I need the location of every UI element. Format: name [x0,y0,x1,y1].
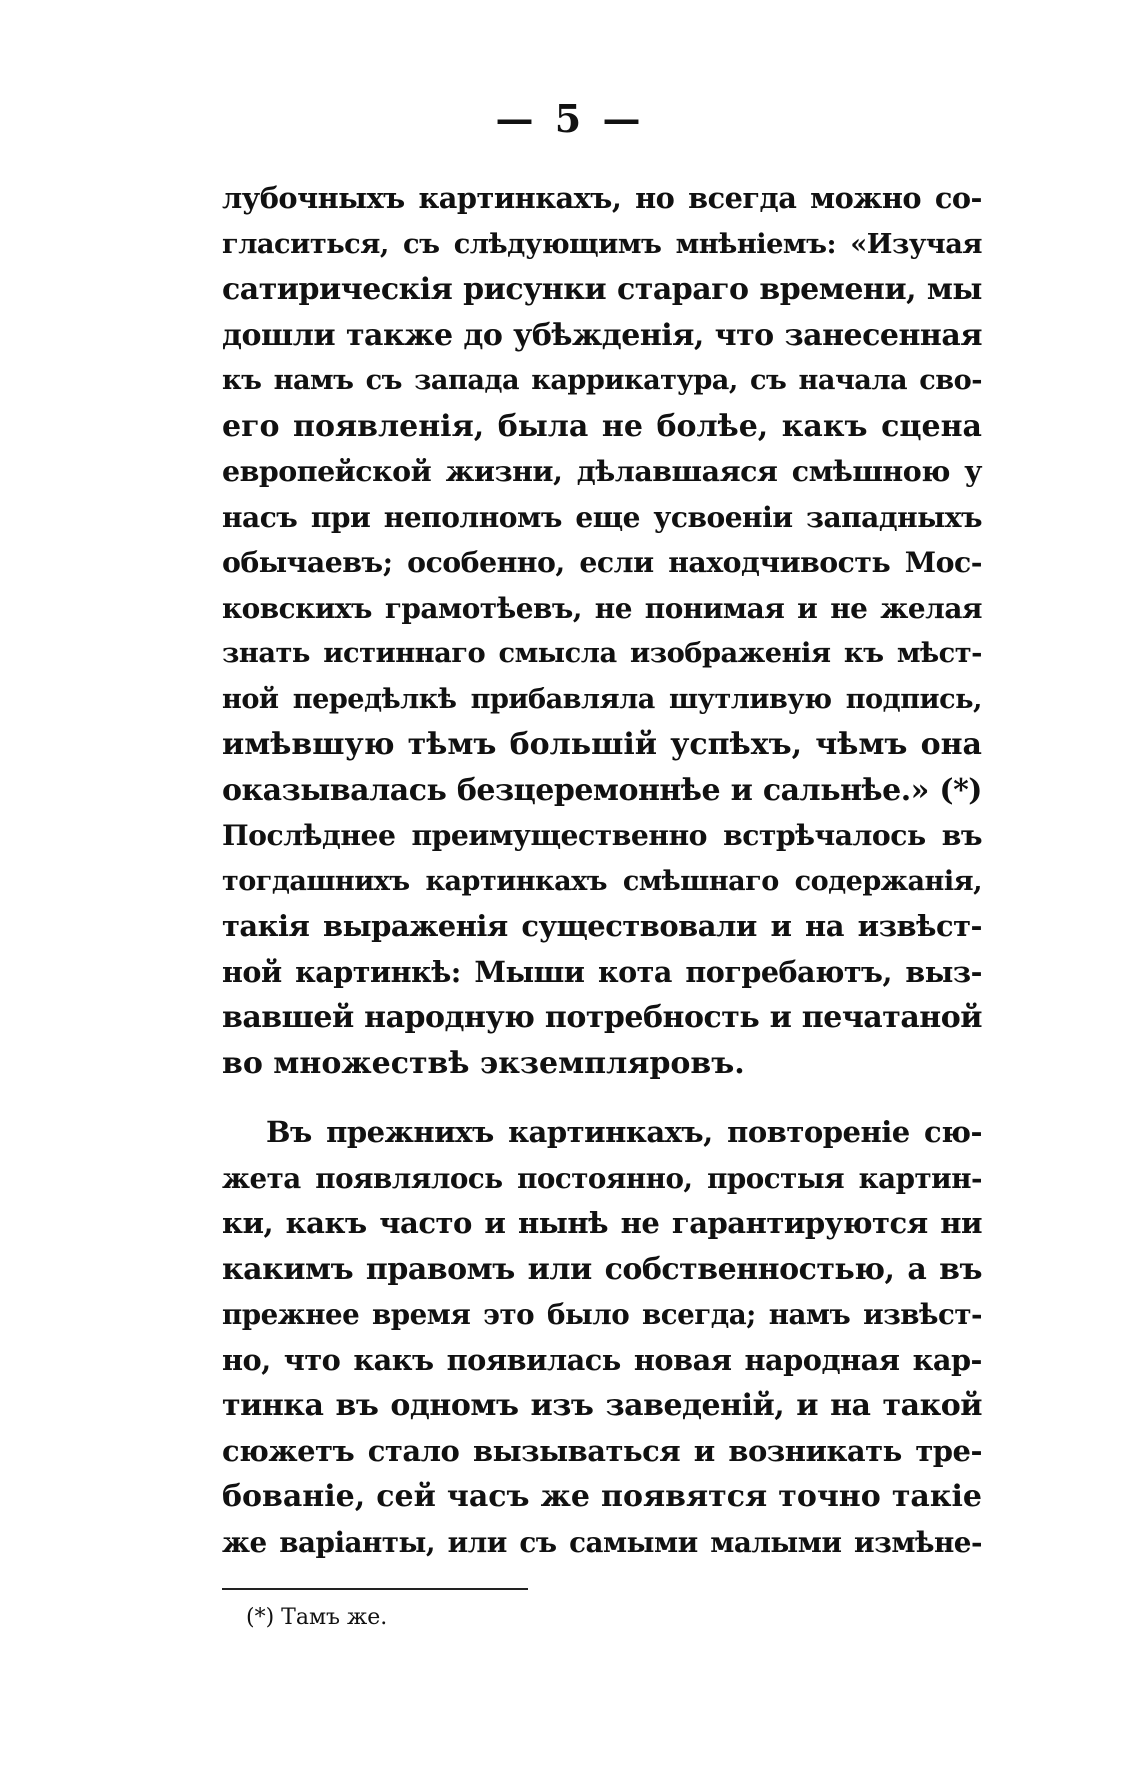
text-line: дошли также до убѣжденія, что занесенная [222,317,982,353]
text-line: вавшей народную потребность и печатаной [222,1000,982,1035]
text-line: ковскихъ грамотѣевъ, не понимая и не желая [222,591,982,625]
text-line: къ намъ съ запада каррикатура, съ начала сво- [222,365,982,396]
text-line: его появленія, была не болѣе, какъ сцена [222,408,982,444]
text-line: какимъ правомъ или собственностью, а въ [222,1251,982,1287]
text-line: ной картинкѣ: Мыши кота погребаютъ, выз- [222,954,982,989]
text-line: гласиться, съ слѣдующимъ мнѣніемъ: «Изучая [222,227,982,260]
text-line: сатирическія рисунки стараго времени, мы [222,272,982,307]
text-line: знать истиннаго смысла изображенія къ мѣст- [222,637,982,669]
text-line: тогдашнихъ картинкахъ смѣшнаго содержанія, [222,865,982,897]
text-line: обычаевъ; особенно, если находчивость Мос- [222,545,982,579]
text-line: но, что какъ появилась новая народная кар- [222,1342,982,1377]
text-line: оказывалась безцеремоннѣе и сальнѣе.» (*) [222,772,982,808]
text-line: Послѣднее преимущественно встрѣчалось въ [222,818,982,852]
text-line: тинка въ одномъ изъ заведеній, и на такой [222,1388,982,1423]
text-line: европейской жизни, дѣлавшаяся смѣшною у [222,454,982,488]
page-number: — 5 — [495,96,645,141]
text-line: сюжетъ стало вызываться и возникать тре- [222,1433,982,1468]
paragraph-2 [222,1110,982,1565]
text-line: прежнее время это было всегда; намъ извѣст- [222,1298,982,1331]
text-line: же варіанты, или съ самыми малыми измѣне- [222,1525,982,1559]
footnote-divider [222,1588,528,1590]
text-line: жета появлялось постоянно, простыя картин- [222,1161,982,1195]
text-line: насъ при неполномъ еще усвоеніи западныхъ [222,500,982,534]
text-line: имѣвшую тѣмъ большій успѣхъ, чѣмъ она [222,727,982,762]
text-line: ной передѣлкѣ прибавляла шутливую подпись, [222,683,982,715]
text-line: такія выраженія существовали и на извѣст- [222,909,982,943]
text-line: Въ прежнихъ картинкахъ, повтореніе сю- [266,1115,982,1149]
footnote: (*) Тамъ же. [246,1605,388,1630]
text-line: ки, какъ часто и нынѣ не гарантируются ни [222,1206,982,1240]
text-line: лубочныхъ картинкахъ, но всегда можно со- [222,181,982,215]
text-line: бованіе, сей часъ же появятся точно такіе [222,1479,982,1514]
paragraph-1 [222,176,982,1086]
text-line: во множествѣ экземпляровъ. [222,1045,745,1081]
